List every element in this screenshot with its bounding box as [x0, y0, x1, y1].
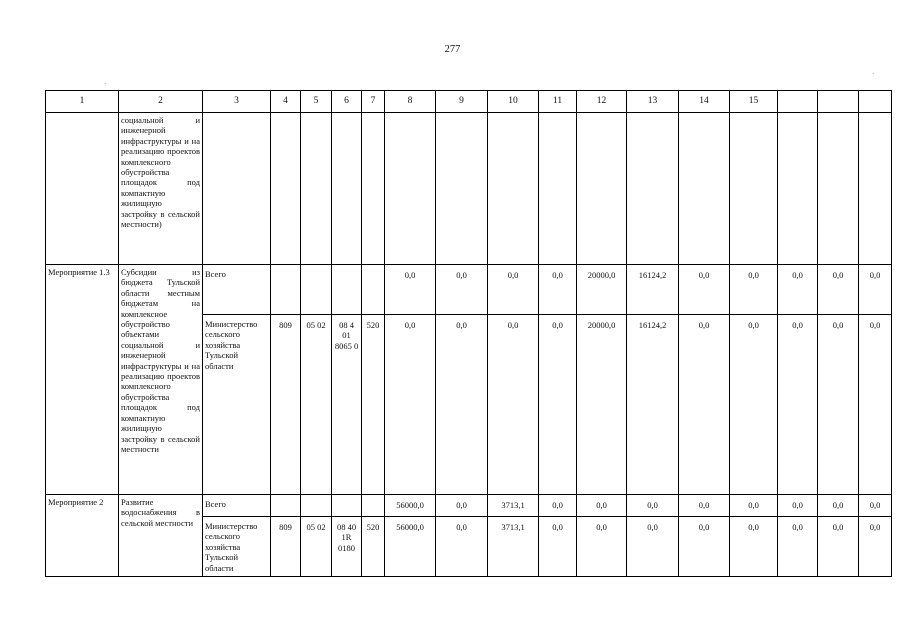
executor-cell: Министерство сельского хозяйства Тульской области [203, 315, 271, 495]
value-cell: 16124,2 [627, 265, 679, 315]
value-cell: 0,0 [818, 517, 859, 577]
page-number: 277 [444, 44, 461, 55]
header-cell: 7 [362, 91, 385, 113]
value-cell: 0,0 [539, 495, 577, 517]
header-cell [778, 91, 818, 113]
measure-name-cell: Мероприятие 2 [46, 495, 119, 577]
header-cell: 13 [627, 91, 679, 113]
csr-cell: 08 4 01 8065 0 [332, 315, 362, 495]
value-cell: 0,0 [627, 517, 679, 577]
vr-cell [362, 265, 385, 315]
value-cell: 56000,0 [385, 517, 436, 577]
value-cell: 0,0 [778, 265, 818, 315]
description-cell: социальной и инженерной инфраструктуры и на реализацию проектов комплексного обустройства площадок под компактную жилищную застройку в сельской местности) [119, 113, 203, 265]
value-cell: 16124,2 [627, 315, 679, 495]
value-cell: 0,0 [436, 517, 488, 577]
value-cell: 0,0 [385, 315, 436, 495]
vr-cell [362, 495, 385, 517]
value-cell: 0,0 [539, 517, 577, 577]
header-cell: 9 [436, 91, 488, 113]
header-cell [859, 91, 892, 113]
value-cell: 0,0 [488, 265, 539, 315]
value-cell: 0,0 [385, 265, 436, 315]
value-cell: 0,0 [577, 517, 627, 577]
value-cell: 0,0 [818, 315, 859, 495]
table-row [46, 495, 892, 517]
vr-cell: 520 [362, 315, 385, 495]
header-cell: 6 [332, 91, 362, 113]
rzpr-cell [301, 265, 332, 315]
value-cell: 0,0 [859, 315, 892, 495]
value-cell: 0,0 [679, 495, 730, 517]
csr-cell [332, 265, 362, 315]
header-cell: 12 [577, 91, 627, 113]
grbs-cell [271, 265, 301, 315]
value-cell: 0,0 [436, 495, 488, 517]
grbs-cell: 809 [271, 517, 301, 577]
value-cell: 0,0 [859, 495, 892, 517]
grbs-cell: 809 [271, 315, 301, 495]
value-cell: 3713,1 [488, 495, 539, 517]
value-cell: 0,0 [778, 517, 818, 577]
value-cell: 0,0 [730, 265, 778, 315]
value-cell: 0,0 [778, 315, 818, 495]
grbs-cell [271, 495, 301, 517]
header-cell: 4 [271, 91, 301, 113]
value-cell: 0,0 [436, 265, 488, 315]
value-cell: 0,0 [730, 315, 778, 495]
table-row [46, 265, 892, 315]
value-cell: 0,0 [859, 517, 892, 577]
value-cell: 0,0 [730, 495, 778, 517]
value-cell: 20000,0 [577, 265, 627, 315]
value-cell: 0,0 [679, 315, 730, 495]
scan-speck: · [872, 70, 875, 78]
table-row [46, 113, 892, 265]
value-cell: 0,0 [436, 315, 488, 495]
header-row [46, 91, 892, 113]
value-cell: 0,0 [577, 495, 627, 517]
value-cell: 20000,0 [577, 315, 627, 495]
value-cell: 0,0 [859, 265, 892, 315]
header-cell [818, 91, 859, 113]
measure-name-cell: Мероприятие 1.3 [46, 265, 119, 495]
value-cell: 0,0 [818, 265, 859, 315]
rzpr-cell: 05 02 [301, 315, 332, 495]
value-cell: 0,0 [539, 265, 577, 315]
value-cell: 56000,0 [385, 495, 436, 517]
rzpr-cell [301, 495, 332, 517]
header-cell: 15 [730, 91, 778, 113]
value-cell: 0,0 [679, 265, 730, 315]
csr-cell: 08 40 1R 0180 [332, 517, 362, 577]
header-cell: 2 [119, 91, 203, 113]
header-cell: 8 [385, 91, 436, 113]
budget-table [45, 90, 892, 577]
header-cell: 11 [539, 91, 577, 113]
description-cell: Развитие водоснабжения в сельской местности [119, 495, 203, 577]
value-cell: 0,0 [627, 495, 679, 517]
vr-cell: 520 [362, 517, 385, 577]
value-cell: 0,0 [818, 495, 859, 517]
value-cell: 0,0 [488, 315, 539, 495]
value-cell: 0,0 [778, 495, 818, 517]
value-cell: 0,0 [679, 517, 730, 577]
value-cell: 3713,1 [488, 517, 539, 577]
scan-speck: · [104, 80, 107, 88]
rzpr-cell: 05 02 [301, 517, 332, 577]
value-cell: 0,0 [730, 517, 778, 577]
header-cell: 5 [301, 91, 332, 113]
header-cell: 14 [679, 91, 730, 113]
executor-cell: Всего [203, 265, 271, 315]
header-cell: 10 [488, 91, 539, 113]
description-cell: Субсидии из бюджета Тульской области местным бюджетам на комплексное обустройство объектами социальной и инженерной инфраструктуры и на реализацию проектов комплексного обустройства площадок под компактную жилищную застройку в сельской местности [119, 265, 203, 495]
executor-cell: Всего [203, 495, 271, 517]
csr-cell [332, 495, 362, 517]
value-cell: 0,0 [539, 315, 577, 495]
executor-cell: Министерство сельского хозяйства Тульской области [203, 517, 271, 577]
header-cell: 3 [203, 91, 271, 113]
header-cell: 1 [46, 91, 119, 113]
